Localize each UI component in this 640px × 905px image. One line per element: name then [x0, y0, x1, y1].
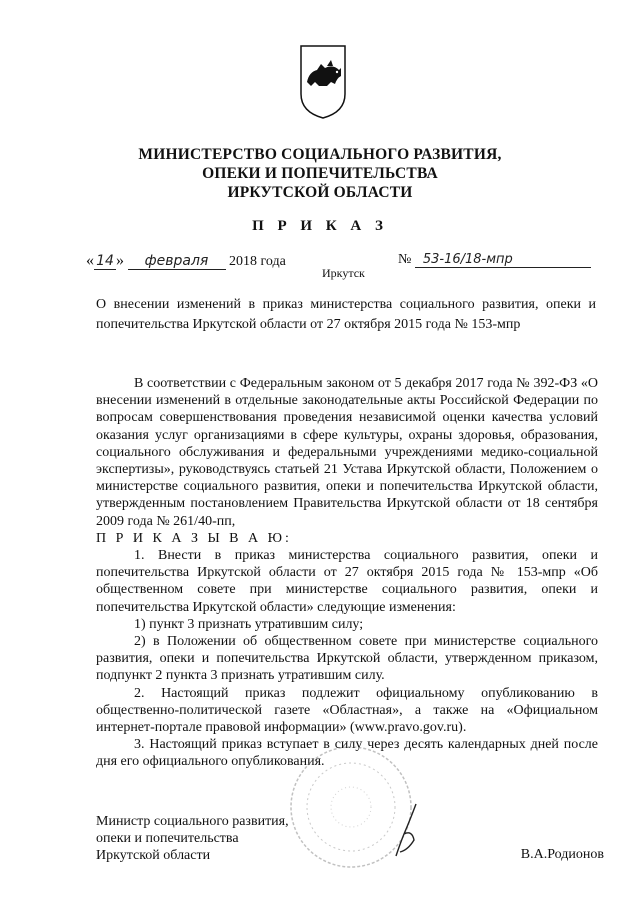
date-day: 14 — [94, 253, 116, 270]
item-1-paragraph: 1. Внести в приказ министерства социального развития, опеки и попечительства Иркутской области от 27 октября 2015 года № 153-мпр «Об общественном совете при министерстве социального развития, опеки и попечительства Иркутской области» следующие изменения: — [96, 548, 598, 615]
ministry-line-2: ОПЕКИ И ПОПЕЧИТЕЛЬСТВА — [202, 165, 438, 182]
document-title: П Р И К А З — [252, 218, 388, 234]
order-number-label: № — [398, 252, 412, 267]
signer-name: В.А.Родионов — [520, 847, 604, 862]
ministry-line-3: ИРКУТСКОЙ ОБЛАСТИ — [227, 184, 413, 201]
order-number — [398, 252, 591, 268]
item-1-subitem-2: 2) в Положении об общественном совете при министерстве социального развития, опеки и попечительства Иркутской области, утвержденном приказом, подпункт 2 пункта 3 признать утратившим силу. — [96, 634, 598, 684]
signature-line-3: Иркутской области — [96, 848, 211, 863]
order-number-value: 53-16/18-мпр — [415, 252, 591, 268]
ministry-header — [0, 145, 640, 202]
handwritten-signature-icon — [386, 800, 426, 860]
item-1-subitem-1: 1) пункт 3 признать утратившим силу; — [134, 616, 364, 632]
signature-block — [96, 813, 289, 864]
coat-of-arms-icon — [297, 42, 349, 120]
order-subject: О внесении изменений в приказ министерства социального развития, опеки и попечительства Иркутской области от 27 октября 2015 года № 153-мпр — [96, 297, 596, 332]
ministry-line-1: МИНИСТЕРСТВО СОЦИАЛЬНОГО РАЗВИТИЯ, — [138, 146, 502, 163]
orders-heading: П Р И К А З Ы В А Ю: — [96, 530, 292, 546]
item-2-paragraph: 2. Настоящий приказ подлежит официальному опубликованию в общественно-политической газете «Областная», а также на «Официальном интернет-портале правовой информации» (www.pravo.gov.ru). — [96, 685, 598, 736]
city-label: Иркутск — [322, 266, 365, 280]
date-close-quote: » — [116, 252, 124, 269]
date-month: февраля — [128, 253, 226, 270]
signature-line-1: Министр социального развития, — [96, 814, 289, 829]
signature-line-2: опеки и попечительства — [96, 831, 239, 846]
order-date — [86, 252, 286, 270]
item-3-paragraph: 3. Настоящий приказ вступает в силу через десять календарных дней после дня его официального опубликования. — [96, 737, 598, 770]
date-open-quote: « — [86, 252, 94, 269]
preamble-paragraph: В соответствии с Федеральным законом от 5 декабря 2017 года № 392-ФЗ «О внесении изменений в отдельные законодательные акты Российской Федерации по вопросам совершенствования проведения независимой оценки качества условий оказания услуг организациями в сфере культуры, охраны здоровья, образования, социального обслуживания и федеральными учреждениями медико-социальной экспертизы», руководствуясь статьей 21 Устава Иркутской области, Положением о министерстве социального развития, опеки и попечительства Иркутской области, утвержденным постановлением Правительства Иркутской области от 18 сентября 2009 года № 261/40-пп, — [96, 376, 598, 529]
order-body — [96, 375, 598, 771]
date-year: 2018 года — [229, 254, 286, 269]
